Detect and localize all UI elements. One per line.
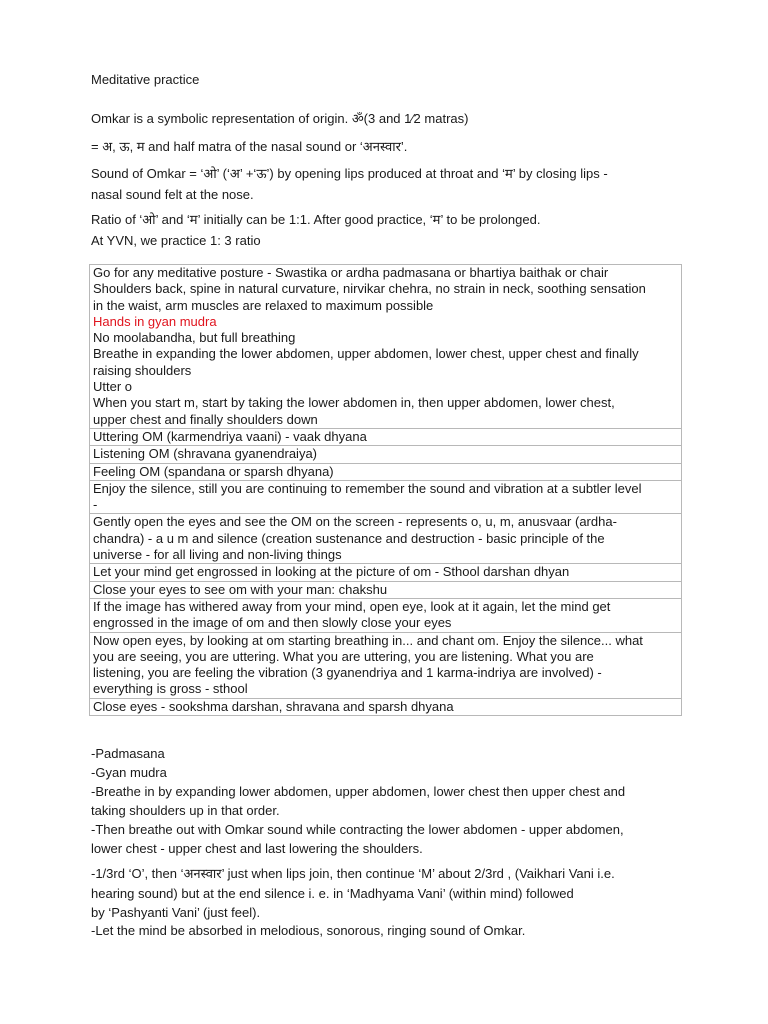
row-line: in the waist, arm muscles are relaxed to maximum possible — [93, 297, 434, 313]
row-line: Gently open the eyes and see the OM on the screen - represents o, u, m, anusvaar (ardha- — [93, 514, 617, 530]
table-row — [90, 264, 681, 428]
row-line: Uttering OM (karmendriya vaani) - vaak dhyana — [93, 428, 367, 444]
row-line: everything is gross - sthool — [93, 681, 248, 697]
table-row — [90, 445, 681, 462]
row-line: Close eyes - sookshma darshan, shravana and sparsh dhyana — [93, 698, 454, 714]
list-item: hearing sound) but at the end silence i. e. in ‘Madhyama Vani’ (within mind) followed — [91, 886, 574, 901]
row-line: you are seeing, you are uttering. What you are uttering, you are listening. What you are — [93, 648, 594, 664]
list-item: -Breathe in by expanding lower abdomen, upper abdomen, lower chest then upper chest and — [91, 784, 626, 799]
intro-line-3: Sound of Omkar = ‘ओ’ (‘अ’ +‘ऊ’) by opening lips produced at throat and ‘म’ by closing lips - — [91, 166, 608, 181]
table-row — [90, 480, 681, 514]
row-line: Listening OM (shravana gyanendraiya) — [93, 446, 318, 462]
intro-line-4: nasal sound felt at the nose. — [91, 187, 254, 202]
table-row — [90, 698, 681, 715]
list-item: taking shoulders up in that order. — [91, 803, 280, 818]
list-item: -Padmasana — [91, 746, 165, 761]
row-line: - — [93, 497, 98, 513]
table-row — [90, 563, 681, 580]
row-line: Close your eyes to see om with your man: chakshu — [93, 581, 388, 597]
list-item: -1/3rd ‘O’, then ‘अनस्वार’ just when lips join, then continue ‘M’ about 2/3rd , (Vaikhari Vani i.e. — [91, 866, 615, 881]
row-line: If the image has withered away from your mind, open eye, look at it again, let the mind get — [93, 598, 611, 614]
table-row — [90, 598, 681, 632]
row-line: Utter o — [93, 379, 133, 395]
row-line: engrossed in the image of om and then slowly close your eyes — [93, 615, 452, 631]
list-item: by ‘Pashyanti Vani’ (just feel). — [91, 905, 261, 920]
table-row — [90, 513, 681, 563]
row-line: chandra) - a u m and silence (creation sustenance and destruction - basic principle of the — [93, 530, 605, 546]
intro-line-5: Ratio of ‘ओ’ and ‘म’ initially can be 1:1. After good practice, ‘म’ to be prolonged. — [91, 212, 541, 227]
list-item: -Let the mind be absorbed in melodious, sonorous, ringing sound of Omkar. — [91, 923, 526, 938]
notes-list-a — [91, 744, 625, 858]
row-line: Shoulders back, spine in natural curvature, nirvikar chehra, no strain in neck, soothing sensation — [93, 281, 646, 297]
notes-list-c — [91, 904, 525, 940]
table-row — [90, 428, 681, 445]
row-line: upper chest and finally shoulders down — [93, 411, 318, 427]
list-item: lower chest - upper chest and last lowering the shoulders. — [91, 841, 423, 856]
intro-line-1: Omkar is a symbolic representation of origin. ॐ(3 and 1⁄2 matras) — [91, 111, 469, 126]
row-line: Feeling OM (spandana or sparsh dhyana) — [93, 463, 334, 479]
intro-line-2: = अ, ऊ, म and half matra of the nasal sound or ‘अनस्वार’. — [91, 139, 408, 154]
highlighted-line: Hands in gyan mudra — [93, 313, 217, 329]
table-row — [90, 632, 681, 698]
row-line: raising shoulders — [93, 362, 192, 378]
list-item: -Gyan mudra — [91, 765, 167, 780]
row-line: Let your mind get engrossed in looking at the picture of om - Sthool darshan dhyan — [93, 564, 570, 580]
table-row — [90, 463, 681, 480]
row-line: Enjoy the silence, still you are continuing to remember the sound and vibration at a subtler level — [93, 480, 642, 496]
row-line: universe - for all living and non-living things — [93, 547, 342, 563]
page-title: Meditative practice — [91, 72, 200, 87]
row-line: No moolabandha, but full breathing — [93, 330, 296, 346]
row-line: listening, you are feeling the vibration (3 gyanendriya and 1 karma-indriya are involved) - — [93, 665, 602, 681]
row-line: Now open eyes, by looking at om starting breathing in... and chant om. Enjoy the silence... what — [93, 632, 643, 648]
table-row — [90, 581, 681, 598]
row-line: When you start m, start by taking the lower abdomen in, then upper abdomen, lower chest, — [93, 395, 615, 411]
intro-line-6: At YVN, we practice 1: 3 ratio — [91, 233, 261, 248]
steps-table — [89, 264, 682, 716]
notes-list-b — [91, 864, 615, 904]
list-item: -Then breathe out with Omkar sound while contracting the lower abdomen - upper abdomen, — [91, 822, 624, 837]
row-line: Go for any meditative posture - Swastika or ardha padmasana or bhartiya baithak or chair — [93, 265, 609, 280]
row-line: Breathe in expanding the lower abdomen, upper abdomen, lower chest, upper chest and finally — [93, 346, 639, 362]
